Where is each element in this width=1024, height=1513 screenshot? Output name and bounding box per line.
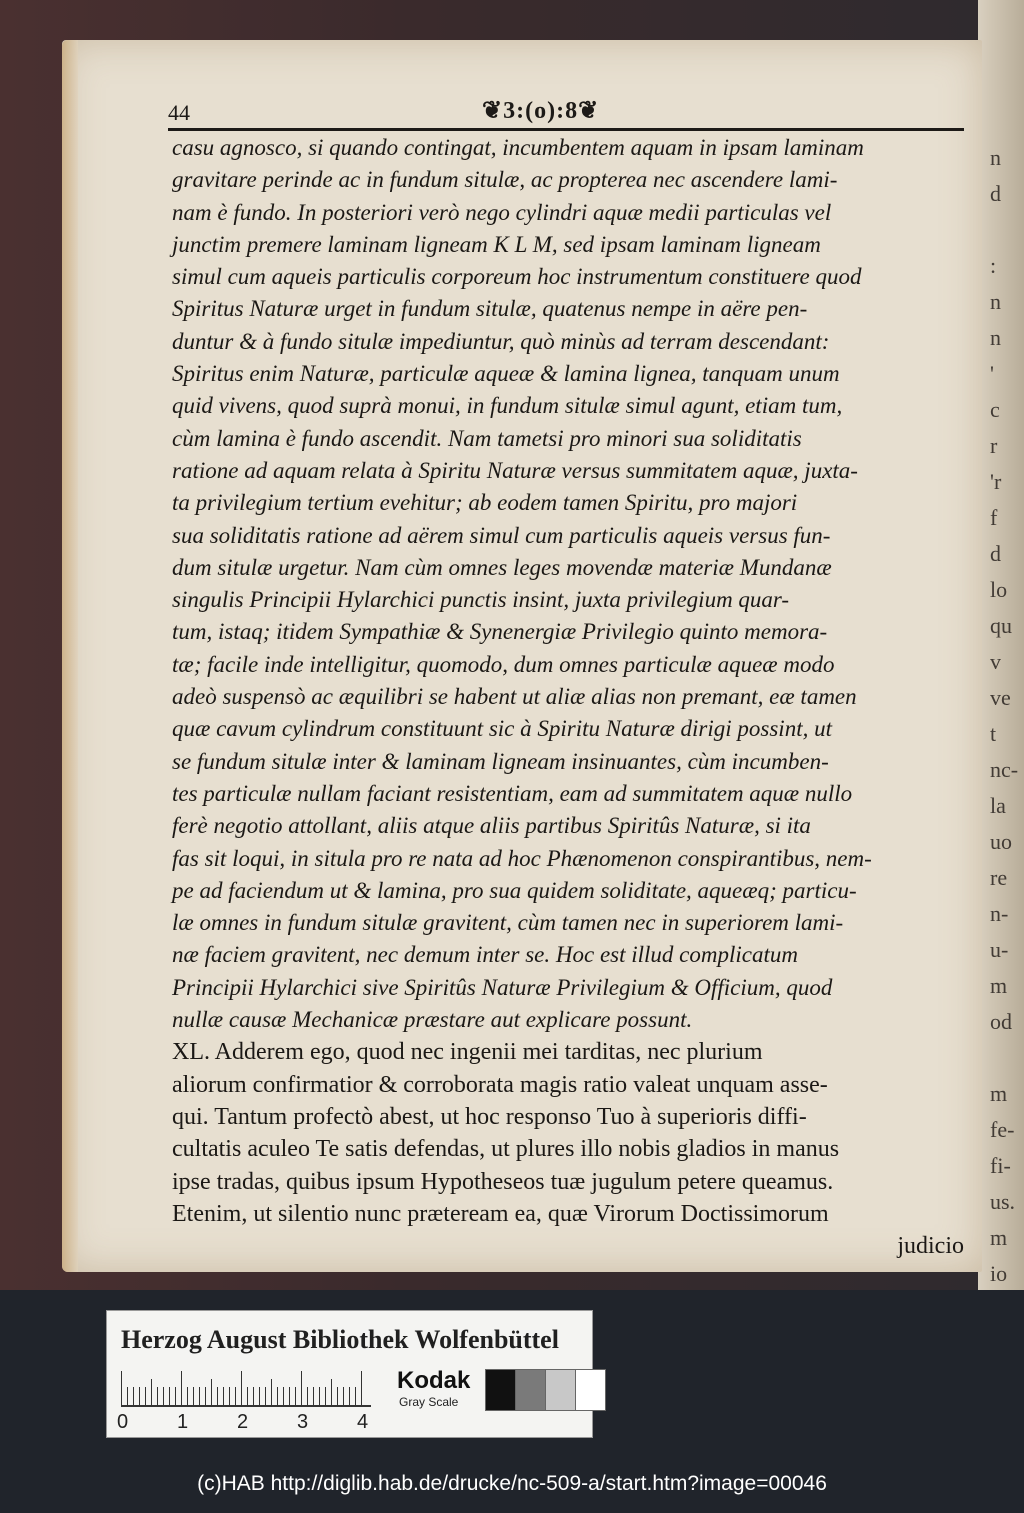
gray-swatch	[485, 1369, 516, 1411]
ruler-tick	[247, 1387, 248, 1405]
text-line: quid vivens, quod suprà monui, in fundum situlæ simul agunt, etiam tum,	[172, 393, 843, 419]
ruler-tick	[193, 1387, 194, 1405]
ruler-number: 1	[177, 1411, 189, 1433]
ruler-tick	[277, 1387, 278, 1405]
ruler-tick	[175, 1387, 176, 1405]
ruler-tick	[259, 1387, 260, 1405]
ruler-tick	[319, 1387, 320, 1405]
text-line: junctim premere laminam ligneam K L M, sed ipsam laminam ligneam	[172, 231, 821, 257]
library-title: Herzog August Bibliothek Wolfenbüttel	[121, 1325, 559, 1354]
text-line: tum, istaq; itidem Sympathiæ & Synenergiæ Privilegio quinto memora-	[172, 619, 828, 645]
text-line: simul cum aqueis particulis corporeum hoc instrumentum constituere quod	[172, 264, 862, 290]
ruler-number: 3	[297, 1411, 309, 1433]
ruler-tick	[283, 1387, 284, 1405]
gray-swatch	[575, 1369, 606, 1411]
header-rule	[168, 128, 964, 131]
ruler-tick	[295, 1387, 296, 1405]
ruler-tick	[355, 1387, 356, 1405]
page-text	[172, 132, 964, 1262]
text-line: duntur & à fundo situlæ impediuntur, quò minùs ad terram descendant:	[172, 328, 830, 354]
scale-ruler	[121, 1367, 371, 1407]
ruler-tick	[325, 1387, 326, 1405]
text-line: læ omnes in fundum situlæ gravitent, cùm tamen nec in superiorem lami-	[172, 910, 844, 936]
ruler-number: 4	[357, 1411, 369, 1433]
ruler-tick	[235, 1387, 236, 1405]
header-ornament: ❦3:(o):8❦	[482, 98, 600, 124]
ruler-tick	[337, 1387, 338, 1405]
ruler-tick	[181, 1371, 182, 1405]
ruler-tick	[313, 1387, 314, 1405]
page-number: 44	[168, 100, 190, 125]
text-line: næ faciem gravitent, nec demum inter se. Hoc est illud complicatum	[172, 942, 798, 968]
text-line: ferè negotio attollant, aliis atque aliis partibus Spiritûs Naturæ, si ita	[172, 813, 811, 839]
gray-scale-label: Gray Scale	[399, 1395, 459, 1409]
ruler-tick	[331, 1379, 332, 1405]
text-line: gravitare perinde ac in fundum situlæ, ac propterea nec ascendere lami-	[172, 167, 838, 193]
ruler-tick	[271, 1379, 272, 1405]
text-line: cùm lamina è fundo ascendit. Nam tametsi pro minori sua soliditatis	[172, 425, 802, 451]
ruler-tick	[301, 1371, 302, 1405]
text-line: nam è fundo. In posteriori verò nego cylindri aquæ medii particulas vel	[172, 199, 832, 225]
text-line: Etenim, ut silentio nunc præteream ea, quæ Virorum Doctissimorum	[172, 1200, 829, 1227]
ruler-tick	[157, 1387, 158, 1405]
ruler-number: 0	[117, 1411, 129, 1433]
ruler-tick	[211, 1379, 212, 1405]
footer-url: (c)HAB http://diglib.hab.de/drucke/nc-509-a/start.htm?image=00046	[197, 1472, 827, 1495]
ruler-tick	[229, 1387, 230, 1405]
ruler-tick	[223, 1387, 224, 1405]
ruler-tick	[139, 1387, 140, 1405]
text-line: XL. Adderem ego, quod nec ingenii mei tarditas, nec plurium	[172, 1039, 763, 1066]
text-line: singulis Principii Hylarchici punctis insint, juxta privilegium quar-	[172, 587, 790, 613]
text-line: tes particulæ nullam faciant resistentiam, eam ad summitatem aquæ nullo	[172, 780, 853, 806]
text-line: casu agnosco, si quando contingat, incumbentem aquam in ipsam laminam	[172, 135, 864, 160]
ruler-tick	[151, 1379, 152, 1405]
text-line: ipse tradas, quibus ipsum Hypotheseos tuæ jugulum petere queamus.	[172, 1168, 834, 1195]
text-line: judicio	[897, 1233, 964, 1260]
text-line: cultatis aculeo Te satis defendas, ut plures illo nobis gladios in manus	[172, 1136, 840, 1163]
text-line: sua soliditatis ratione ad aërem simul cum particulis aqueis versus fun-	[172, 522, 831, 548]
ruler-tick	[163, 1387, 164, 1405]
ruler-tick	[205, 1387, 206, 1405]
ruler-number: 2	[237, 1411, 249, 1433]
ruler-tick	[127, 1387, 128, 1405]
text-line: Principii Hylarchici sive Spiritûs Naturæ Privilegium & Officium, quod	[172, 974, 833, 1000]
ruler-tick	[217, 1387, 218, 1405]
next-page-fragment: n d : n n ' c r 'r f d lo qu v ve t nc- la uo re n- u- m od m fe- fi- us. m io	[990, 145, 1019, 1286]
text-line: tæ; facile inde intelligitur, quomodo, dum omnes particulæ aqueæ modo	[172, 651, 835, 677]
text-line: Spiritus enim Naturæ, particulæ aqueæ & lamina lignea, tanquam unum	[172, 361, 840, 387]
text-line: nullæ causæ Mechanicæ præstare aut explicare possunt.	[172, 1007, 693, 1033]
gray-swatch	[515, 1369, 546, 1411]
ruler-tick	[307, 1387, 308, 1405]
kodak-logo: Kodak	[397, 1367, 471, 1394]
ruler-tick	[199, 1387, 200, 1405]
library-label	[106, 1310, 593, 1438]
ruler-tick	[241, 1371, 242, 1405]
ruler-tick	[145, 1387, 146, 1405]
text-line: se fundum situlæ inter & laminam ligneam insinuantes, cùm incumben-	[172, 748, 829, 774]
text-line: qui. Tantum profectò abest, ut hoc responso Tuo à superioris diffi-	[172, 1103, 807, 1130]
ruler-tick	[187, 1387, 188, 1405]
ruler-tick	[265, 1387, 266, 1405]
ruler-tick	[349, 1387, 350, 1405]
ruler-tick	[343, 1387, 344, 1405]
text-line: fas sit loqui, in situla pro re nata ad hoc Phænomenon conspirantibus, nem-	[172, 845, 872, 871]
ruler-tick	[289, 1387, 290, 1405]
text-line: ta privilegium tertium evehitur; ab eodem tamen Spiritu, pro majori	[172, 490, 798, 516]
ruler-tick	[133, 1387, 134, 1405]
ruler-tick	[361, 1371, 362, 1405]
text-line: ratione ad aquam relata à Spiritu Naturæ versus summitatem aquæ, juxta-	[172, 457, 858, 483]
gray-swatch	[545, 1369, 576, 1411]
text-line: quæ cavum cylindrum constituunt sic à Spiritu Naturæ dirigi possint, ut	[172, 716, 832, 742]
text-line: pe ad faciendum ut & lamina, pro sua quidem soliditate, aqueæq; particu-	[172, 877, 857, 903]
text-line: aliorum confirmatior & corroborata magis ratio valeat unquam asse-	[172, 1071, 828, 1098]
ruler-tick	[121, 1371, 122, 1405]
text-line: adeò suspensò ac æquilibri se habent ut aliæ alias non premant, eæ tamen	[172, 684, 857, 710]
text-line: dum situlæ urgetur. Nam cùm omnes leges movendæ materiæ Mundanæ	[172, 554, 832, 580]
ruler-tick	[253, 1387, 254, 1405]
page-gutter-shadow	[62, 40, 78, 1272]
text-line: Spiritus Naturæ urget in fundum situlæ, quatenus nempe in aëre pen-	[172, 296, 808, 322]
ruler-tick	[169, 1387, 170, 1405]
